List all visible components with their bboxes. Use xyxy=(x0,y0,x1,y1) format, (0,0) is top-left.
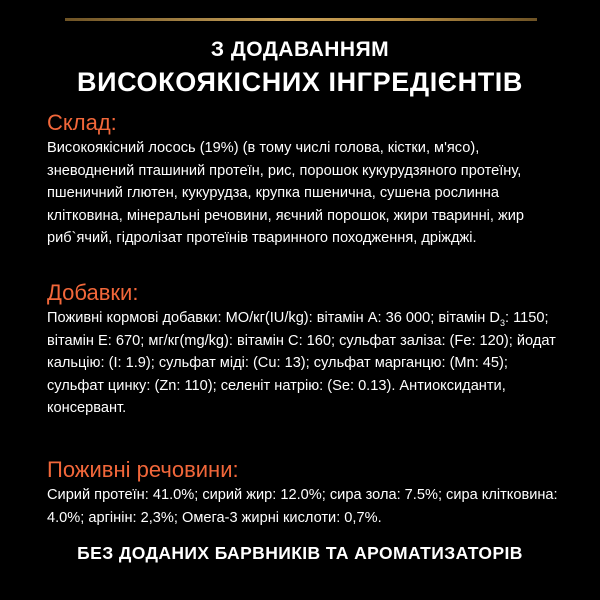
header-subtitle: З ДОДАВАННЯМ xyxy=(210,38,390,61)
composition-section xyxy=(47,110,567,250)
additives-title: Добавки: xyxy=(47,280,139,305)
nutrients-title: Поживні речовини: xyxy=(47,457,239,482)
additives-text-part1: Поживні кормові добавки: МО/кг(IU/kg): вітамін А: 36 000; вітамін D xyxy=(47,310,500,326)
nutrients-section xyxy=(47,457,567,529)
composition-text: Високоякісний лосось (19%) (в тому числі голова, кістки, м'ясо), зневоднений пташиний протеїн, рис, порошок кукурудзяного протеїну, пшеничний глютен, кукурудза, крупка пшенична, сушена рослинна клітковина, мінеральні речовини, яєчний порошок, жири тваринні, жир риб`ячий, гідролізат протеїнів тваринного походження, дріжджі. xyxy=(47,140,525,247)
footer-banner: БЕЗ ДОДАНИХ БАРВНИКІВ ТА АРОМАТИЗАТОРІВ xyxy=(77,543,523,563)
additives-section xyxy=(47,280,567,420)
composition-title: Склад: xyxy=(47,110,117,135)
header xyxy=(0,38,600,98)
additives-text-part2: : 1150; вітамін Е: 670; мг/кг(mg/kg): вітамін С: 160; сульфат заліза: (Fe: 120); йодат кальцію: (I: 1.9); сульфат міді: (Cu: 13); сульфат марганцю: (Mn: 45); сульфат цинку: (Zn: 110); селеніт натрію: (Se: 0.13). Антиоксиданти, консервант. xyxy=(47,310,556,417)
vitamin-d-subscript: 3 xyxy=(499,317,505,328)
gold-divider-line xyxy=(65,18,537,21)
header-title: ВИСОКОЯКІСНИХ ІНГРЕДІЄНТІВ xyxy=(76,67,524,97)
nutrients-text: Сирий протеїн: 41.0%; сирий жир: 12.0%; сира зола: 7.5%; сира клітковина: 4.0%; аргінін: 2,3%; Омега-3 жирні кислоти: 0,7%. xyxy=(47,487,558,526)
additives-text xyxy=(47,307,567,420)
